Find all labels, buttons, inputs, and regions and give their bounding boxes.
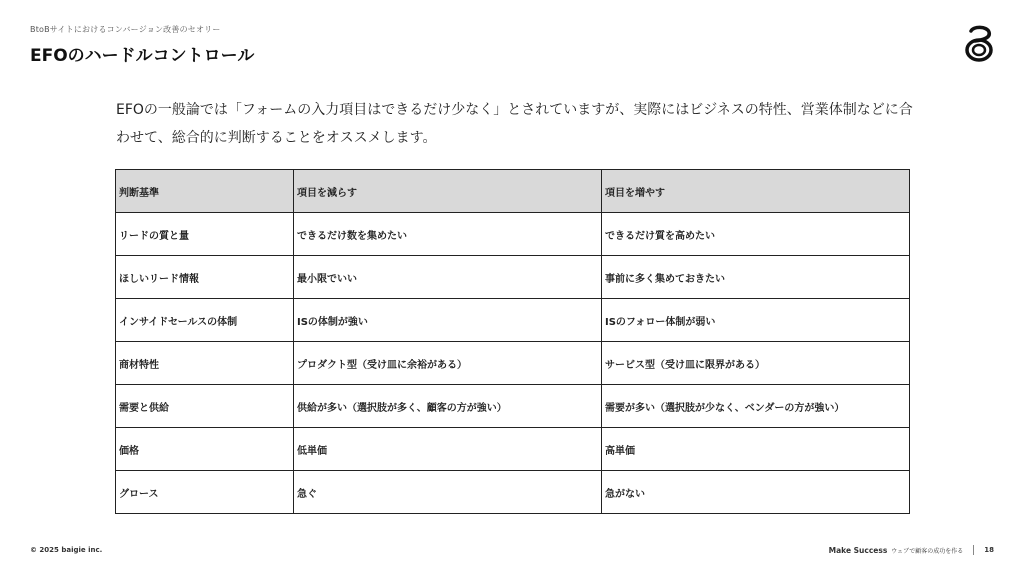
footer-brand: Make Success bbox=[828, 545, 888, 555]
reduce-cell: 供給が多い（選択肢が多く、顧客の方が強い） bbox=[294, 385, 602, 428]
table-row bbox=[116, 299, 910, 342]
criteria-cell: ほしいリード情報 bbox=[116, 256, 294, 299]
table-header-row bbox=[116, 170, 910, 213]
criteria-cell: インサイドセールスの体制 bbox=[116, 299, 294, 342]
criteria-table bbox=[115, 169, 910, 514]
reduce-cell: できるだけ数を集めたい bbox=[294, 213, 602, 256]
criteria-cell: 商材特性 bbox=[116, 342, 294, 385]
increase-cell: 需要が多い（選択肢が少なく、ベンダーの方が強い） bbox=[602, 385, 910, 428]
table-row bbox=[116, 256, 910, 299]
criteria-cell: 需要と供給 bbox=[116, 385, 294, 428]
table-row bbox=[116, 471, 910, 514]
header-cell-reduce: 項目を減らす bbox=[294, 170, 602, 213]
table-row bbox=[116, 385, 910, 428]
footer-copyright: © 2025 baigie inc. bbox=[30, 546, 103, 554]
increase-cell: 高単価 bbox=[602, 428, 910, 471]
table-row bbox=[116, 342, 910, 385]
page-number: 18 bbox=[984, 546, 994, 554]
increase-cell: できるだけ質を高めたい bbox=[602, 213, 910, 256]
increase-cell: 急がない bbox=[602, 471, 910, 514]
criteria-cell: グロース bbox=[116, 471, 294, 514]
increase-cell: ISのフォロー体制が弱い bbox=[602, 299, 910, 342]
table-row bbox=[116, 213, 910, 256]
reduce-cell: 低単価 bbox=[294, 428, 602, 471]
reduce-cell: 急ぐ bbox=[294, 471, 602, 514]
header-cell-criteria: 判断基準 bbox=[116, 170, 294, 213]
table-row bbox=[116, 428, 910, 471]
header-cell-increase: 項目を増やす bbox=[602, 170, 910, 213]
increase-cell: 事前に多く集めておきたい bbox=[602, 256, 910, 299]
eyebrow-text: BtoBサイトにおけるコンバージョン改善のセオリー bbox=[30, 25, 221, 34]
reduce-cell: 最小限でいい bbox=[294, 256, 602, 299]
criteria-cell: リードの質と量 bbox=[116, 213, 294, 256]
intro-paragraph: EFOの一般論では「フォームの入力項目はできるだけ少なく」とされていますが、実際にはビジネスの特性、営業体制などに合わせて、総合的に判断することをオススメします。 bbox=[116, 102, 913, 146]
baigie-logo-icon bbox=[958, 22, 1000, 64]
reduce-cell: プロダクト型（受け皿に余裕がある） bbox=[294, 342, 602, 385]
footer-tagline: ウェブで顧客の成功を作る bbox=[891, 547, 964, 555]
page-title: EFOのハードルコントロール bbox=[30, 46, 255, 66]
reduce-cell: ISの体制が強い bbox=[294, 299, 602, 342]
increase-cell: サービス型（受け皿に限界がある） bbox=[602, 342, 910, 385]
footer-brand-block bbox=[829, 545, 994, 555]
footer-divider bbox=[973, 545, 974, 555]
criteria-cell: 価格 bbox=[116, 428, 294, 471]
